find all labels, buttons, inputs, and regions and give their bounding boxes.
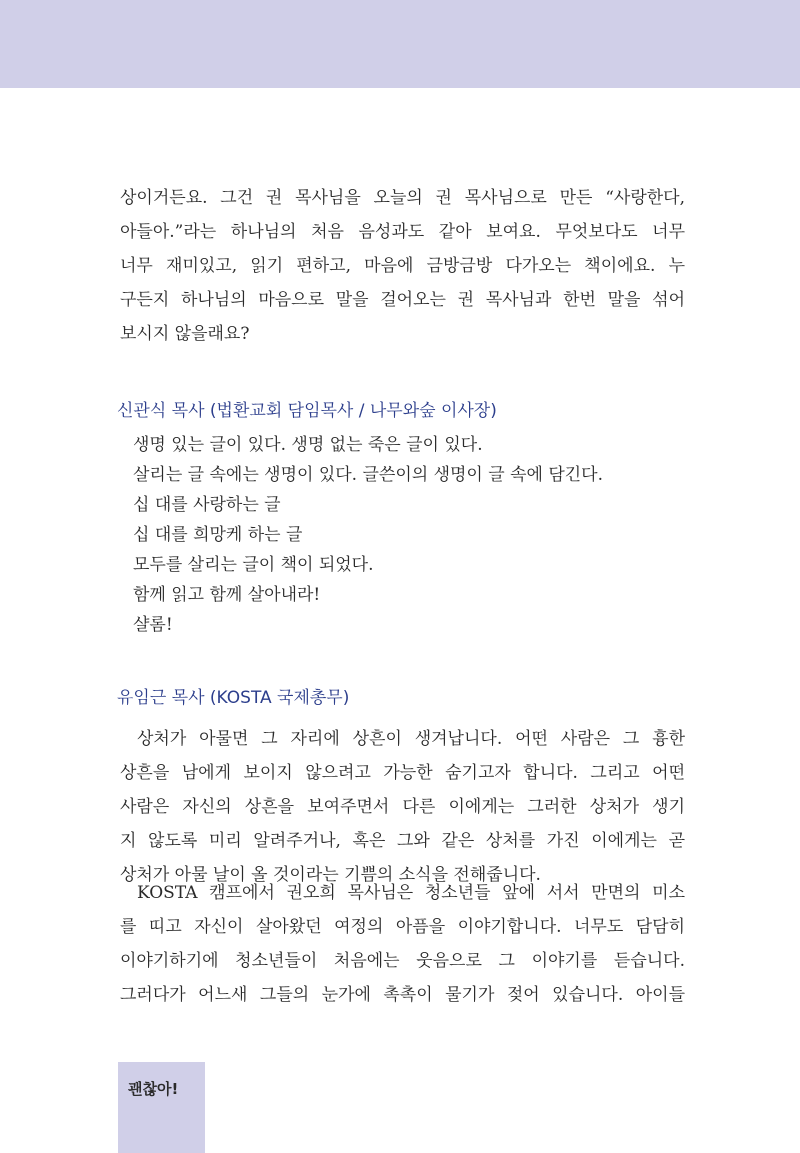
poem-line: 샬롬! <box>133 615 173 635</box>
footer-chapter-tab <box>118 1062 205 1153</box>
poem-block <box>133 430 603 640</box>
text-line: 상처가 아물면 그 자리에 상흔이 생겨납니다. 어떤 사람은 그 흉한 <box>137 729 685 749</box>
text-line: 상처가 아물 날이 올 것이라는 기쁨의 소식을 전해줍니다. <box>120 865 541 885</box>
poem-line: 살리는 글 속에는 생명이 있다. 글쓴이의 생명이 글 속에 담긴다. <box>133 465 603 485</box>
body-paragraph-2 <box>120 876 685 1012</box>
top-header-band <box>0 0 800 88</box>
poem-line: 생명 있는 글이 있다. 생명 없는 죽은 글이 있다. <box>133 435 483 455</box>
poem-line: 십 대를 사랑하는 글 <box>133 495 281 515</box>
text-line: 보시지 않을래요? <box>120 324 250 344</box>
text-line: 상이거든요. 그건 권 목사님을 오늘의 권 목사님으로 만든 “사랑한다, <box>120 188 685 208</box>
text-line: 너무 재미있고, 읽기 편하고, 마음에 금방금방 다가오는 책이에요. 누 <box>120 256 685 276</box>
chapter-tab-label: 괜찮아! <box>128 1080 179 1098</box>
text-line: 상흔을 남에게 보이지 않으려고 가능한 숨기고자 합니다. 그리고 어떤 <box>120 763 685 783</box>
poem-line: 모두를 살리는 글이 책이 되었다. <box>133 555 374 575</box>
text-line: 이야기하기에 청소년들이 처음에는 웃음으로 그 이야기를 듣습니다. <box>120 951 685 971</box>
text-line: 구든지 하나님의 마음으로 말을 걸어오는 권 목사님과 한번 말을 섞어 <box>120 290 685 310</box>
text-line: 사람은 자신의 상흔을 보여주면서 다른 이에게는 그러한 상처가 생기 <box>120 797 685 817</box>
body-paragraph-1 <box>120 722 685 892</box>
poem-line: 십 대를 희망케 하는 글 <box>133 525 303 545</box>
intro-paragraph <box>120 181 685 351</box>
poem-line: 함께 읽고 함께 살아내라! <box>133 585 321 605</box>
text-line: 지 않도록 미리 알려주거나, 혹은 그와 같은 상처를 가진 이에게는 곧 <box>120 831 685 851</box>
text-line: KOSTA 캠프에서 권오희 목사님은 청소년들 앞에 서서 만면의 미소 <box>137 883 685 903</box>
text-line: 를 띠고 자신이 살아왔던 여정의 아픔을 이야기합니다. 너무도 담담히 <box>120 917 685 937</box>
text-line: 그러다가 어느새 그들의 눈가에 촉촉이 물기가 젖어 있습니다. 아이들 <box>120 985 685 1005</box>
text-line: 아들아.”라는 하나님의 처음 음성과도 같아 보여요. 무엇보다도 너무 <box>120 222 685 242</box>
section-heading-yoo: 유임근 목사 (KOSTA 국제총무) <box>117 688 350 708</box>
section-heading-shin: 신관식 목사 (법환교회 담임목사 / 나무와숲 이사장) <box>117 401 497 421</box>
